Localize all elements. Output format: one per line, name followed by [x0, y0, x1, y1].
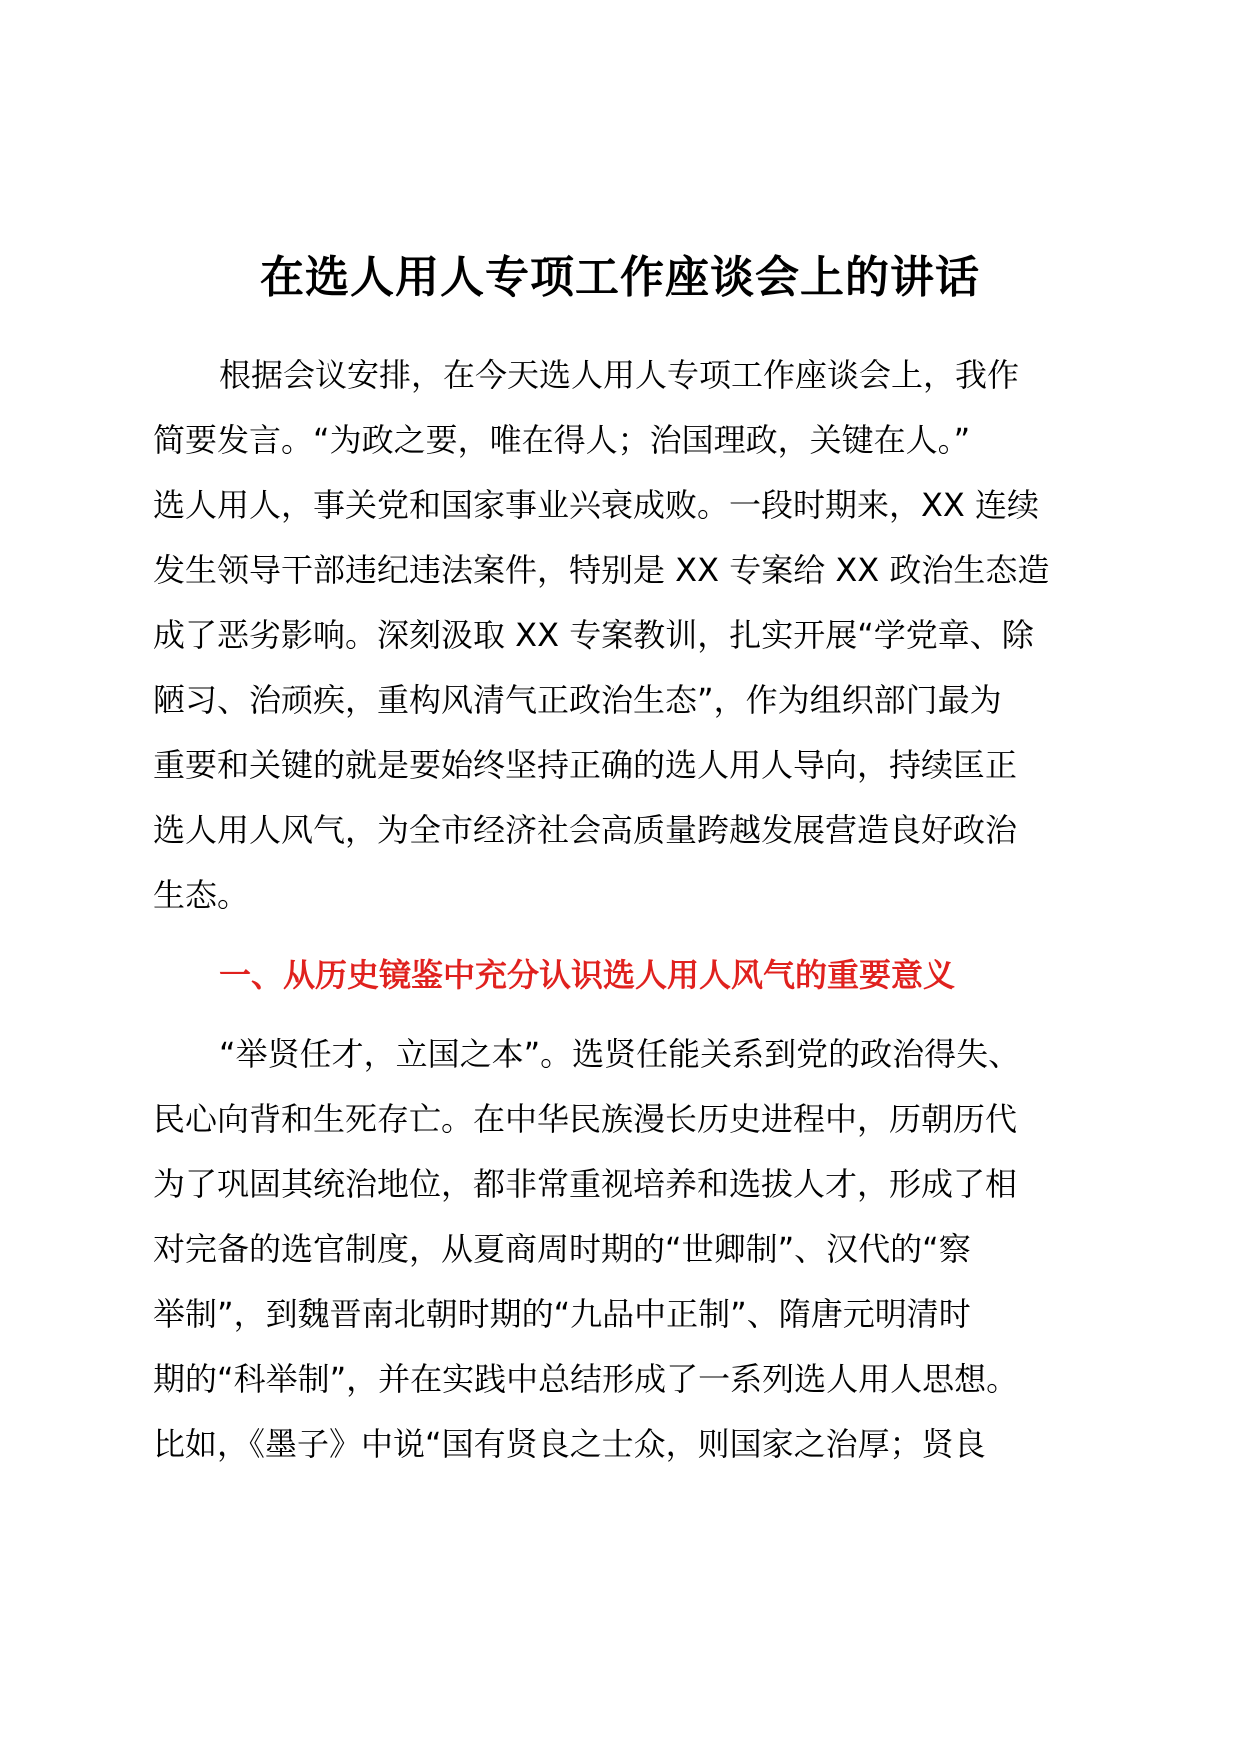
paragraph-line: 重要和关键的就是要始终坚持正确的选人用人导向，持续匡正 [153, 746, 1018, 784]
paragraph-line: 为了巩固其统治地位，都非常重视培养和选拔人才，形成了相 [153, 1165, 1018, 1203]
section1-paragraph [153, 1022, 1088, 1477]
paragraph-line: 简要发言。“为政之要，唯在得人；治国理政，关键在人。” [153, 421, 971, 459]
paragraph-line: 民心向背和生死存亡。在中华民族漫长历史进程中，历朝历代 [153, 1100, 1018, 1138]
paragraph-line: 举制”，到魏晋南北朝时期的“九品中正制”、隋唐元明清时 [153, 1295, 971, 1333]
paragraph-line: 比如，《墨子》中说“国有贤良之士众，则国家之治厚；贤良 [153, 1425, 986, 1463]
paragraph-line: 成了恶劣影响。深刻汲取 XX 专案教训，扎实开展“学党章、除 [153, 616, 1034, 654]
paragraph-line: 生态。 [153, 876, 250, 914]
section-heading: 一、从历史镜鉴中充分认识选人用人风气的重要意义 [219, 956, 956, 994]
intro-paragraph [153, 343, 1088, 928]
paragraph-line: 对完备的选官制度，从夏商周时期的“世卿制”、汉代的“察 [153, 1230, 971, 1268]
paragraph-line: 根据会议安排，在今天选人用人专项工作座谈会上，我作 [219, 356, 1020, 394]
paragraph-line: 选人用人风气，为全市经济社会高质量跨越发展营造良好政治 [153, 811, 1018, 849]
paragraph-line: 期的“科举制”，并在实践中总结形成了一系列选人用人思想。 [153, 1360, 1019, 1398]
paragraph-line: 选人用人，事关党和国家事业兴衰成败。一段时期来，XX 连续 [153, 486, 1040, 524]
document-title: 在选人用人专项工作座谈会上的讲话 [260, 252, 980, 303]
paragraph-line: “举贤任才，立国之本”。选贤任能关系到党的政治得失、 [219, 1035, 1021, 1073]
paragraph-line: 发生领导干部违纪违法案件，特别是 XX 专案给 XX 政治生态造 [153, 551, 1050, 589]
paragraph-line: 陋习、治顽疾，重构风清气正政治生态”，作为组织部门最为 [153, 681, 1002, 719]
